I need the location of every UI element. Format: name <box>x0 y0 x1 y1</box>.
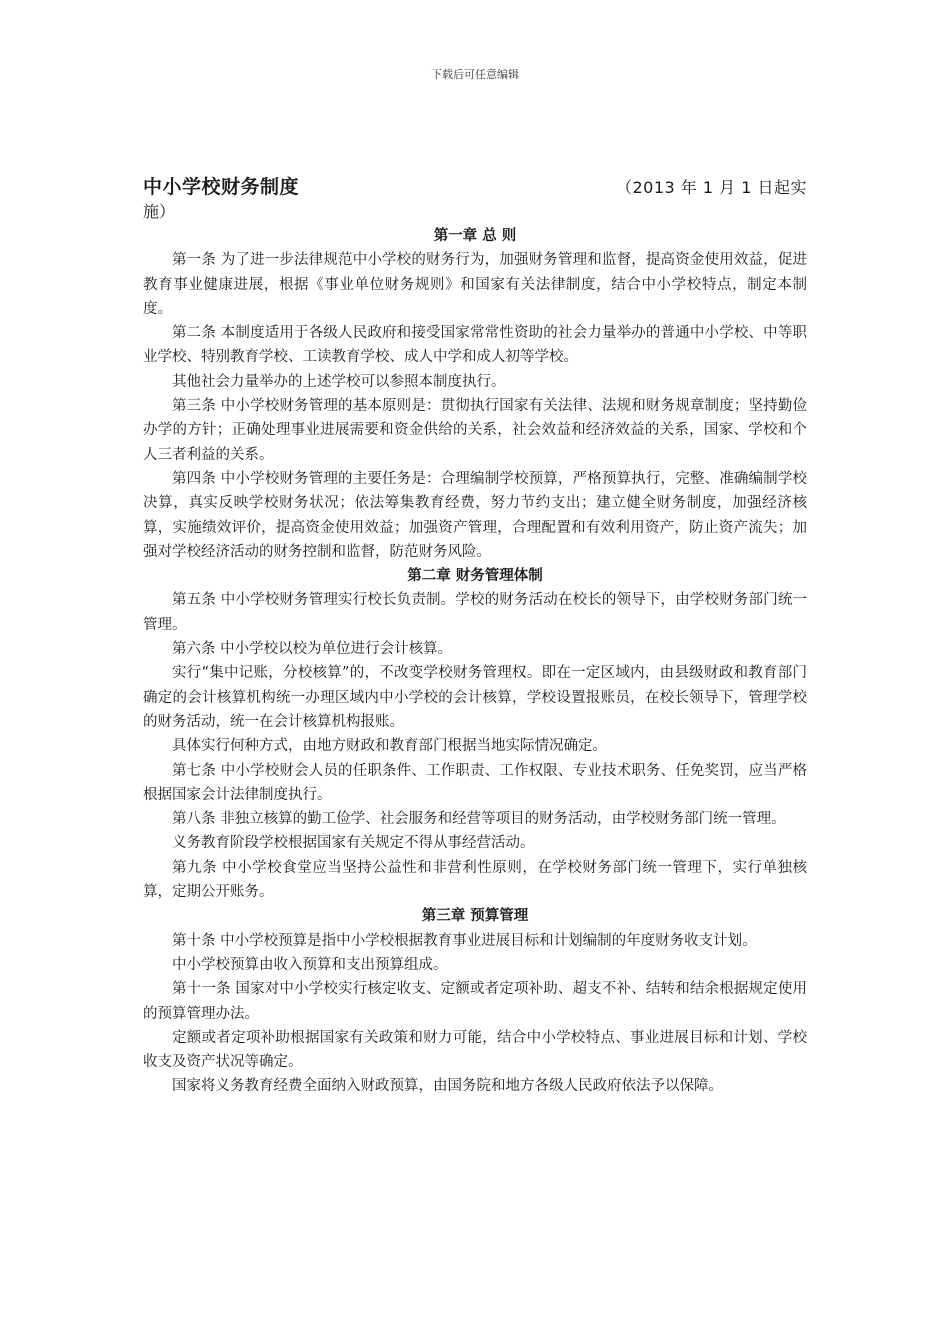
document-title: 中小学校财务制度 <box>143 176 300 198</box>
article-6: 第六条 中小学校以校为单位进行会计核算。 <box>172 641 453 658</box>
article-1: 第一条 为了进一步法律规范中小学校的财务行为，加强财务管理和监督，提高资金使用效益，促进教育事业健康进展，根据《事业单位财务规则》和国家有关法律制度，结合中小学校特点，制定本制度。 <box>143 252 807 317</box>
page-header-note: 下载后可任意编辑 <box>431 68 519 81</box>
effective-date-continued: 施） <box>143 202 176 221</box>
article-6-centralized-accounting: 实行“集中记账，分校核算”的，不改变学校财务管理权。即在一定区域内，由县级财政和教育部门确定的会计核算机构统一办理区域内中小学校的会计核算，学校设置报账员，在校长领导下，管理学校的财务活动，统一在会计核算机构报账。 <box>143 665 807 730</box>
article-8-supplement: 义务教育阶段学校根据国家有关规定不得从事经营活动。 <box>172 835 535 852</box>
article-10-supplement: 中小学校预算由收入预算和支出预算组成。 <box>172 956 448 973</box>
effective-date: （2013 年 1 月 1 日起实 <box>615 178 807 197</box>
chapter-3-heading: 第三章 预算管理 <box>421 908 529 925</box>
article-11: 第十一条 国家对中小学校实行核定收支、定额或者定项补助、超支不补、结转和结余根据规定使用的预算管理办法。 <box>143 981 807 1022</box>
document-body <box>143 172 807 1099</box>
article-7: 第七条 中小学校财会人员的任职条件、工作职责、工作权限、专业技术职务、任免奖罚，应当严格根据国家会计法律制度执行。 <box>143 762 807 803</box>
article-8: 第八条 非独立核算的勤工俭学、社会服务和经营等项目的财务活动，由学校财务部门统一管理。 <box>172 811 786 828</box>
chapter-2-heading: 第二章 财务管理体制 <box>407 568 543 585</box>
article-2: 第二条 本制度适用于各级人民政府和接受国家常常性资助的社会力量举办的普通中小学校、中等职业学校、特别教育学校、工读教育学校、成人中学和成人初等学校。 <box>143 325 807 366</box>
chapter-1-heading: 第一章 总 则 <box>433 228 517 244</box>
article-2-supplement: 其他社会力量举办的上述学校可以参照本制度执行。 <box>172 373 506 390</box>
article-6-implementation: 具体实行何种方式，由地方财政和教育部门根据当地实际情况确定。 <box>172 738 607 755</box>
article-11-quota: 定额或者定项补助根据国家有关政策和财力可能，结合中小学校特点、事业进展目标和计划、学校收支及资产状况等确定。 <box>143 1029 807 1071</box>
article-4: 第四条 中小学校财务管理的主要任务是：合理编制学校预算，严格预算执行，完整、准确编制学校决算，真实反映学校财务状况；依法筹集教育经费，努力节约支出；建立健全财务制度，加强经济核算，实施绩效评价，提高资金使用效益；加强资产管理，合理配置和有效利用资产，防止资产流失；加强对学校经济活动的财务控制和监督，防范财务风险。 <box>143 470 807 560</box>
title-row <box>143 172 807 200</box>
article-5: 第五条 中小学校财务管理实行校长负责制。学校的财务活动在校长的领导下，由学校财务部门统一管理。 <box>143 592 807 633</box>
article-11-compulsory-education: 国家将义务教育经费全面纳入财政预算，由国务院和地方各级人民政府依法予以保障。 <box>172 1078 723 1095</box>
article-10: 第十条 中小学校预算是指中小学校根据教育事业进展目标和计划编制的年度财务收支计划。 <box>172 932 757 949</box>
article-9: 第九条 中小学校食堂应当坚持公益性和非营利性原则，在学校财务部门统一管理下，实行单独核算，定期公开账务。 <box>143 859 807 901</box>
article-3: 第三条 中小学校财务管理的基本原则是：贯彻执行国家有关法律、法规和财务规章制度；坚持勤俭办学的方针；正确处理事业进展需要和资金供给的关系，社会效益和经济效益的关系，国家、学校和个人三者利益的关系。 <box>143 398 807 463</box>
